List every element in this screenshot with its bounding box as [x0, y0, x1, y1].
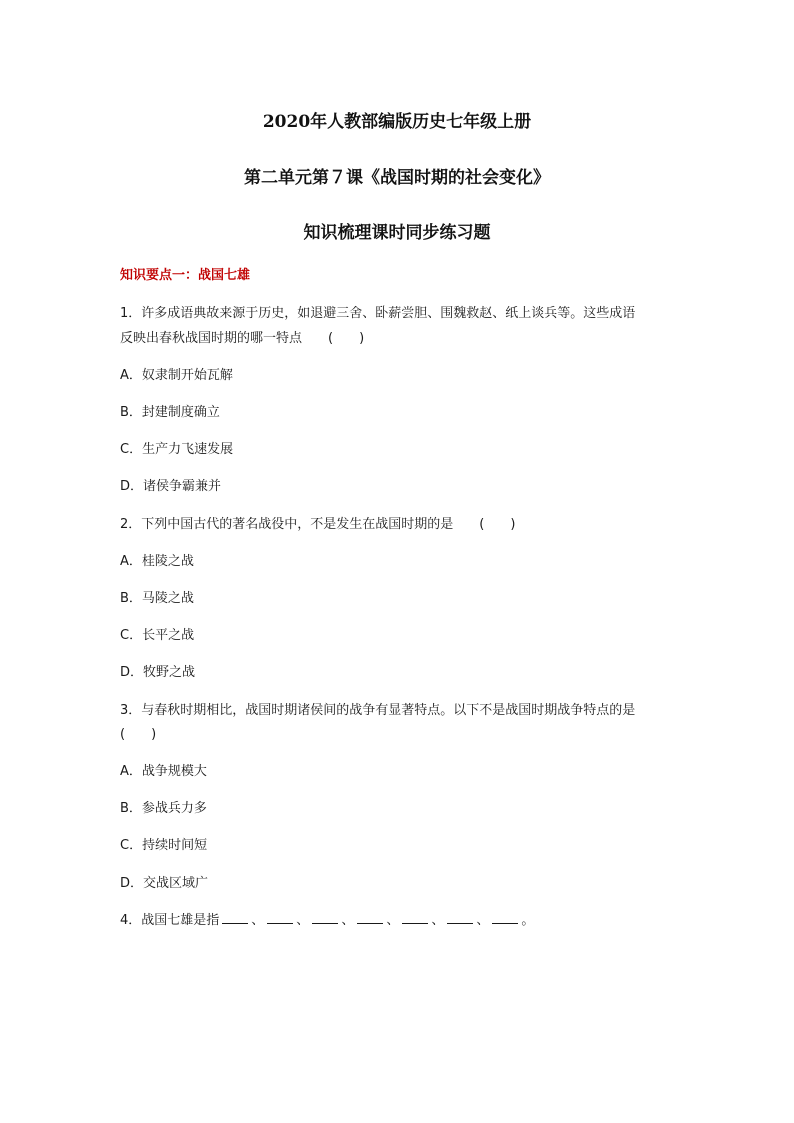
separator: 、	[476, 913, 490, 928]
question-3-option-b: B．参战兵力多	[120, 801, 207, 816]
sentence-end: 。	[521, 913, 535, 928]
question-1-option-c: C．生产力飞速发展	[120, 442, 234, 457]
question-1-text-line1: 1．许多成语典故来源于历史，如退避三舍、卧薪尝胆、围魏救赵、纸上谈兵等。这些成语	[120, 306, 636, 321]
question-3-option-d: D．交战区域广	[120, 876, 209, 891]
answer-blank[interactable]	[447, 913, 473, 924]
answer-blank[interactable]	[402, 913, 428, 924]
document-title: 2020年人教部编版历史七年级上册	[262, 112, 532, 132]
separator: 、	[386, 913, 400, 928]
question-2-option-d: D．牧野之战	[120, 665, 196, 680]
question-1-option-b: B．封建制度确立	[120, 405, 220, 420]
exercise-title: 知识梳理课时同步练习题	[303, 223, 491, 243]
question-3-option-c: C．持续时间短	[120, 838, 208, 853]
question-4-text	[120, 909, 534, 928]
section-heading: 知识要点一：战国七雄	[120, 268, 251, 283]
question-1-text-line2: 反映出春秋战国时期的哪一特点 ( )	[120, 331, 365, 346]
question-2-option-c: C．长平之战	[120, 628, 195, 643]
question-1-option-d: D．诸侯争霸兼并	[120, 479, 222, 494]
separator: 、	[251, 913, 265, 928]
question-3-text-line2: ( )	[120, 727, 157, 742]
question-2-option-b: B．马陵之战	[120, 591, 194, 606]
separator: 、	[431, 913, 445, 928]
answer-blank[interactable]	[492, 913, 518, 924]
answer-blank[interactable]	[267, 913, 293, 924]
question-1-option-a: A．奴隶制开始瓦解	[120, 368, 233, 383]
question-2-option-a: A．桂陵之战	[120, 554, 194, 569]
question-3-option-a: A．战争规模大	[120, 764, 207, 779]
separator: 、	[341, 913, 355, 928]
answer-blank[interactable]	[312, 913, 338, 924]
answer-blank[interactable]	[222, 913, 248, 924]
question-3-text-line1: 3．与春秋时期相比，战国时期诸侯间的战争有显著特点。以下不是战国时期战争特点的是	[120, 703, 636, 718]
answer-blank[interactable]	[357, 913, 383, 924]
question-2-text: 2．下列中国古代的著名战役中，不是发生在战国时期的是 ( )	[120, 517, 516, 532]
separator: 、	[296, 913, 310, 928]
question-4-prefix: 4．战国七雄是指	[120, 913, 220, 928]
lesson-title: 第二单元第７课《战国时期的社会变化》	[244, 168, 550, 188]
